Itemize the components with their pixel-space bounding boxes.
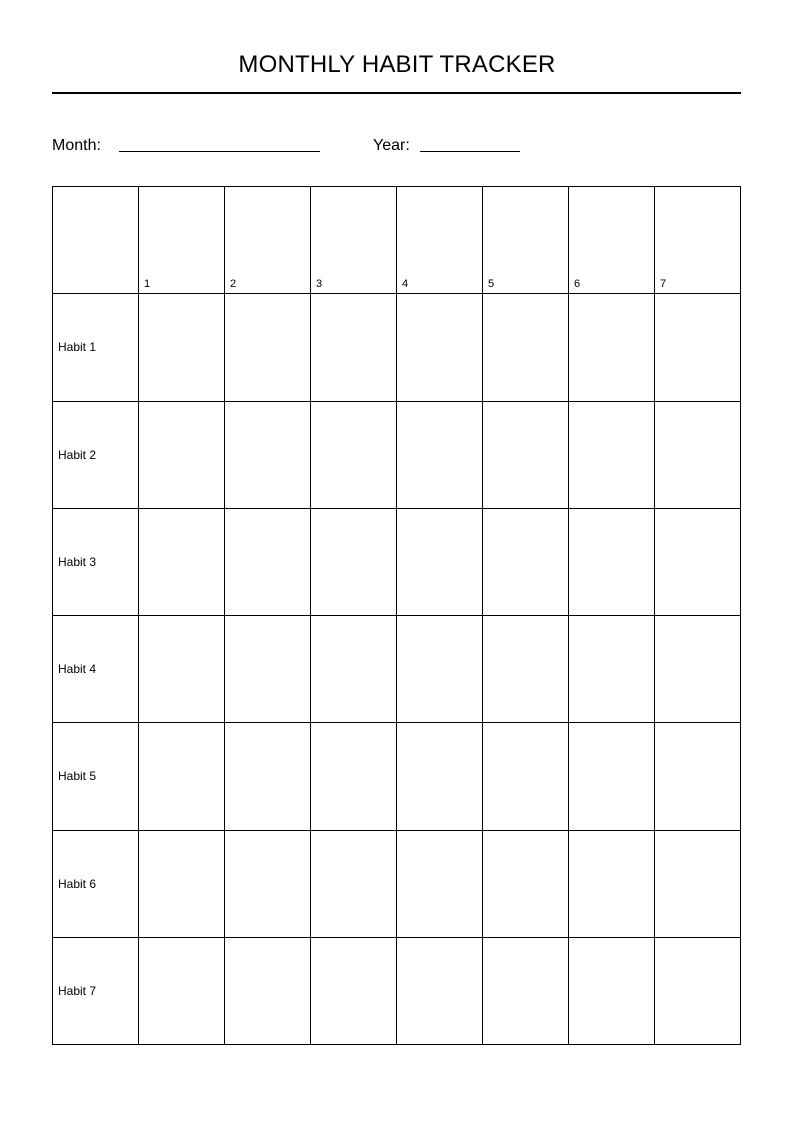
habit-check-cell[interactable] (139, 616, 225, 723)
month-label: Month: (52, 137, 101, 154)
habit-check-cell[interactable] (397, 294, 483, 401)
habit-check-cell[interactable] (483, 402, 569, 509)
habit-check-cell[interactable] (139, 938, 225, 1045)
habit-check-cell[interactable] (311, 938, 397, 1045)
habit-check-cell[interactable] (569, 402, 655, 509)
habit-tracker-grid (52, 186, 741, 1045)
habit-check-cell[interactable] (569, 831, 655, 938)
page-title: MONTHLY HABIT TRACKER (238, 51, 556, 78)
habit-check-cell[interactable] (655, 938, 741, 1045)
habit-label-cell (53, 831, 139, 938)
habit-check-cell[interactable] (225, 402, 311, 509)
habit-check-cell[interactable] (569, 723, 655, 830)
habit-check-cell[interactable] (655, 831, 741, 938)
habit-check-cell[interactable] (397, 616, 483, 723)
month-field[interactable] (119, 151, 320, 152)
habit-check-cell[interactable] (225, 294, 311, 401)
habit-check-cell[interactable] (139, 831, 225, 938)
habit-check-cell[interactable] (569, 509, 655, 616)
grid-corner-cell (53, 187, 139, 294)
day-header-cell (311, 187, 397, 294)
habit-check-cell[interactable] (139, 723, 225, 830)
habit-check-cell[interactable] (397, 509, 483, 616)
habit-label-cell (53, 402, 139, 509)
habit-label-cell (53, 723, 139, 830)
habit-check-cell[interactable] (397, 723, 483, 830)
habit-name: Habit 1 (58, 340, 97, 355)
habit-check-cell[interactable] (139, 402, 225, 509)
habit-check-cell[interactable] (225, 509, 311, 616)
habit-check-cell[interactable] (397, 938, 483, 1045)
habit-check-cell[interactable] (655, 616, 741, 723)
habit-name: Habit 6 (58, 876, 97, 891)
habit-check-cell[interactable] (311, 723, 397, 830)
habit-check-cell[interactable] (569, 938, 655, 1045)
habit-check-cell[interactable] (397, 402, 483, 509)
habit-name: Habit 2 (58, 447, 97, 462)
habit-check-cell[interactable] (655, 509, 741, 616)
habit-check-cell[interactable] (483, 831, 569, 938)
habit-check-cell[interactable] (483, 294, 569, 401)
day-number: 5 (488, 278, 495, 291)
habit-label-cell (53, 509, 139, 616)
habit-check-cell[interactable] (225, 938, 311, 1045)
day-header-cell (225, 187, 311, 294)
habit-check-cell[interactable] (225, 616, 311, 723)
day-header-cell (139, 187, 225, 294)
habit-check-cell[interactable] (569, 294, 655, 401)
habit-name: Habit 7 (58, 983, 97, 998)
title-divider (52, 92, 741, 94)
habit-check-cell[interactable] (311, 831, 397, 938)
day-number: 6 (574, 278, 581, 291)
habit-check-cell[interactable] (483, 723, 569, 830)
day-header-cell (483, 187, 569, 294)
day-header-cell (655, 187, 741, 294)
day-header-cell (397, 187, 483, 294)
habit-check-cell[interactable] (139, 509, 225, 616)
day-number: 7 (660, 278, 667, 291)
habit-check-cell[interactable] (311, 616, 397, 723)
habit-check-cell[interactable] (483, 938, 569, 1045)
habit-check-cell[interactable] (311, 509, 397, 616)
habit-check-cell[interactable] (655, 402, 741, 509)
habit-label-cell (53, 616, 139, 723)
habit-check-cell[interactable] (311, 402, 397, 509)
habit-check-cell[interactable] (483, 616, 569, 723)
habit-check-cell[interactable] (311, 294, 397, 401)
habit-check-cell[interactable] (569, 616, 655, 723)
day-number: 1 (144, 278, 151, 291)
habit-check-cell[interactable] (483, 509, 569, 616)
habit-name: Habit 3 (58, 554, 97, 569)
habit-check-cell[interactable] (225, 723, 311, 830)
year-field[interactable] (420, 151, 520, 152)
day-number: 3 (316, 278, 323, 291)
habit-name: Habit 5 (58, 769, 97, 784)
day-number: 4 (402, 278, 409, 291)
habit-label-cell (53, 294, 139, 401)
habit-check-cell[interactable] (655, 723, 741, 830)
day-number: 2 (230, 278, 237, 291)
habit-check-cell[interactable] (655, 294, 741, 401)
day-header-cell (569, 187, 655, 294)
habit-check-cell[interactable] (139, 294, 225, 401)
habit-check-cell[interactable] (397, 831, 483, 938)
habit-check-cell[interactable] (225, 831, 311, 938)
year-label: Year: (373, 137, 410, 154)
habit-label-cell (53, 938, 139, 1045)
habit-name: Habit 4 (58, 662, 97, 677)
